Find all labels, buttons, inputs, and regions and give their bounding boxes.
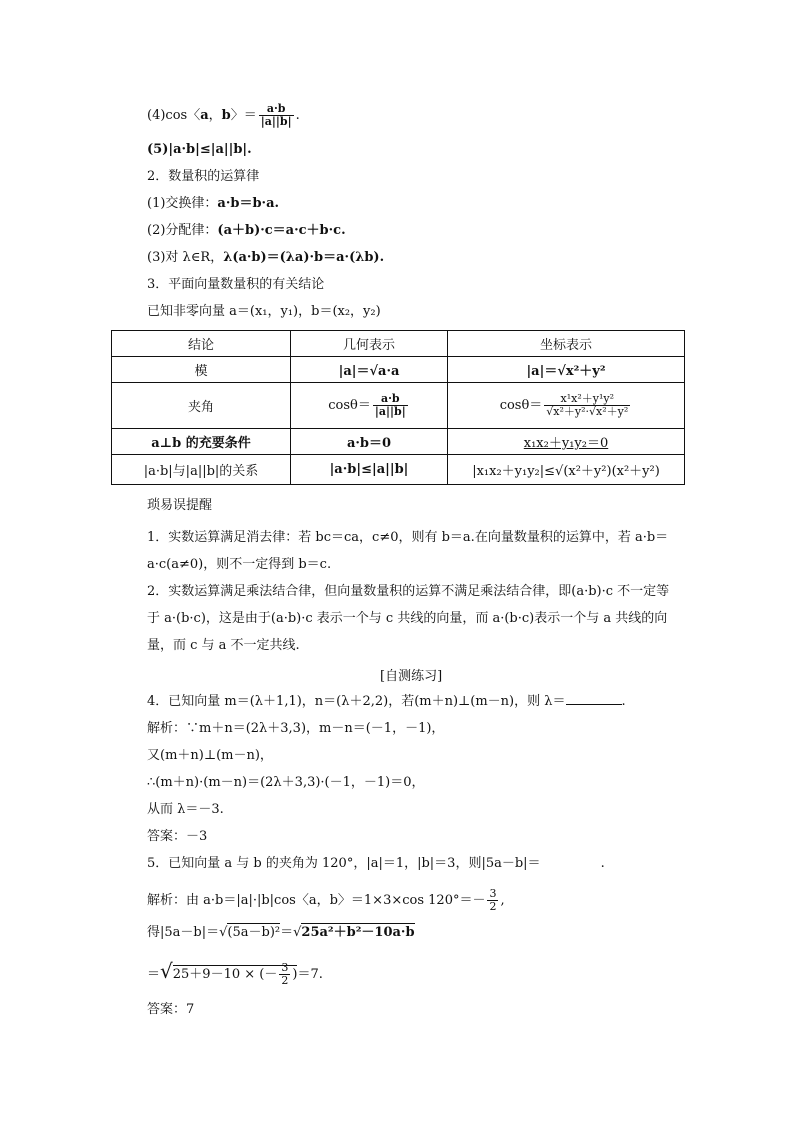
denominator: 2 (281, 974, 289, 987)
text: 解析：由 a·b＝|a|·|b|cos〈a，b〉＝1×3×cos 120°＝－ (147, 893, 486, 908)
note-2: 2．实数运算满足乘法结合律，但向量数量积的运算不满足乘法结合律，即(a·b)·c 不一定等于 a·(b·c)，这是由于(a·b)·c 表示一个与 c 共线的向量，而 a·(b·c)表示一个与 a 共线的向量，而 c 与 a 不一定共线. (147, 584, 670, 653)
section-heading-2: 2．数量积的运算律 (147, 169, 260, 184)
table-cell: |x₁x₂＋y₁y₂|≤√(x²＋y²)(x²＋y²) (448, 455, 685, 485)
formula-line-5: (5)|a·b|≤|a||b|. (147, 142, 252, 157)
text: ＝7. (297, 967, 323, 982)
numerator: a·b (259, 103, 294, 116)
numerator: 3 (281, 961, 289, 974)
text: ＝ (147, 967, 161, 982)
table-cell: |a·b|与|a||b|的关系 (112, 455, 291, 485)
q4-step-1: 解析：∵m＋n＝(2λ＋3,3)，m－n＝(－1，－1)， (147, 721, 445, 736)
conclusions-table (111, 330, 685, 485)
table-cell: a⊥b 的充要条件 (112, 429, 291, 455)
equation: (a＋b)·c＝a·c＋b·c. (217, 223, 346, 238)
text: . (295, 108, 300, 123)
numerator: x¹x²＋y¹y² (544, 393, 630, 406)
table-cell (291, 383, 448, 429)
given-vectors: 已知非零向量 a＝(x₁，y₁)，b＝(x₂，y₂) (147, 304, 381, 319)
text: (1)交换律： (147, 196, 218, 211)
table-row (112, 455, 685, 485)
q4-step-4: 从而 λ＝－3. (147, 802, 224, 817)
equation: a·b＝b·a. (217, 196, 280, 211)
text: , (500, 893, 505, 908)
reminder-title: 琐易误提醒 (147, 498, 213, 513)
fraction (487, 888, 498, 913)
radicand: 25a²＋b²－10a·b (301, 925, 415, 940)
equation: λ(a·b)＝(λa)·b＝a·(λb). (223, 250, 385, 265)
numerator: a·b (373, 393, 408, 406)
question-text: 4．已知向量 m＝(λ＋1,1)，n＝(λ＋2,2)，若(m＋n)⊥(m－n)，则 λ＝ (147, 694, 566, 709)
table-cell: a·b＝0 (291, 429, 448, 455)
fraction (373, 393, 408, 418)
table-header-row (112, 331, 685, 357)
table-cell (448, 383, 685, 429)
text: 得|5a－b|＝ (147, 925, 220, 940)
denominator: |a||b| (260, 115, 292, 128)
text: b (221, 108, 231, 123)
q4-step-2: 又(m＋n)⊥(m－n)， (147, 748, 273, 763)
text: cosθ＝ (499, 398, 543, 413)
q4-step-3: ∴(m＋n)·(m－n)＝(2λ＋3,3)·(－1，－1)＝0， (147, 775, 425, 790)
table-row (112, 383, 685, 429)
fraction (259, 103, 294, 128)
question-text: 5．已知向量 a 与 b 的夹角为 120°，|a|＝1，|b|＝3，则|5a－b|＝ (147, 856, 541, 871)
question-5 (147, 855, 605, 873)
table-cell: |a·b|≤|a||b| (291, 455, 448, 485)
denominator: √x²＋y²·√x²＋y² (546, 405, 629, 418)
table-header: 坐标表示 (448, 331, 685, 357)
section-heading-3: 3．平面向量数量积的有关结论 (147, 277, 325, 292)
answer-blank (566, 692, 622, 705)
denominator: |a||b| (374, 405, 406, 418)
table-cell: x₁x₂＋y₁y₂＝0 (448, 429, 685, 455)
law-distributive (147, 222, 346, 240)
table-cell: |a|＝√x²＋y² (448, 357, 685, 383)
table-row (112, 429, 685, 455)
q5-step-3: ＝√25＋9－10 × (－ $\frac{3}{2}$ )＝7. (147, 959, 323, 987)
table-row (112, 357, 685, 383)
denominator: 2 (489, 900, 497, 913)
radicand: 25＋9－10 × (－ $\frac{3}{2}$ ) (172, 961, 298, 987)
table-header: 结论 (112, 331, 291, 357)
question-4 (147, 692, 626, 711)
text: (3)对 λ∈R， (147, 250, 224, 265)
fraction (544, 393, 630, 418)
table-cell: |a|＝√a·a (291, 357, 448, 383)
q5-step-1 (147, 888, 505, 913)
text: . (621, 694, 626, 709)
formula-line-4 (147, 103, 300, 128)
text: (4)cos〈 (147, 108, 201, 123)
radicand: (5a－b)² (227, 925, 281, 940)
text: 〉＝ (230, 108, 257, 123)
text: ， (208, 108, 222, 123)
text: ＝ (280, 925, 294, 940)
text: 25＋9－10 × (172, 967, 256, 982)
text: . (600, 856, 605, 871)
q5-step-2: 得|5a－b|＝√(5a－b)²＝√25a²＋b²－10a·b (147, 925, 415, 940)
q5-answer: 答案：7 (147, 1002, 195, 1017)
text: a (200, 108, 209, 123)
fraction (279, 962, 290, 987)
section-title: [自测练习] (380, 669, 443, 684)
numerator: 3 (489, 887, 497, 900)
table-cell: 模 (112, 357, 291, 383)
law-commutative (147, 195, 279, 213)
text: (2)分配律： (147, 223, 218, 238)
q4-answer: 答案：－3 (147, 829, 208, 844)
table-cell: 夹角 (112, 383, 291, 429)
text: cosθ＝ (328, 398, 371, 413)
table-header: 几何表示 (291, 331, 448, 357)
law-scalar (147, 249, 384, 267)
note-1: 1．实数运算满足消去律：若 bc＝ca，c≠0，则有 b＝a.在向量数量积的运算中，若 a·b＝a·c(a≠0)，则不一定得到 b＝c. (147, 530, 669, 572)
